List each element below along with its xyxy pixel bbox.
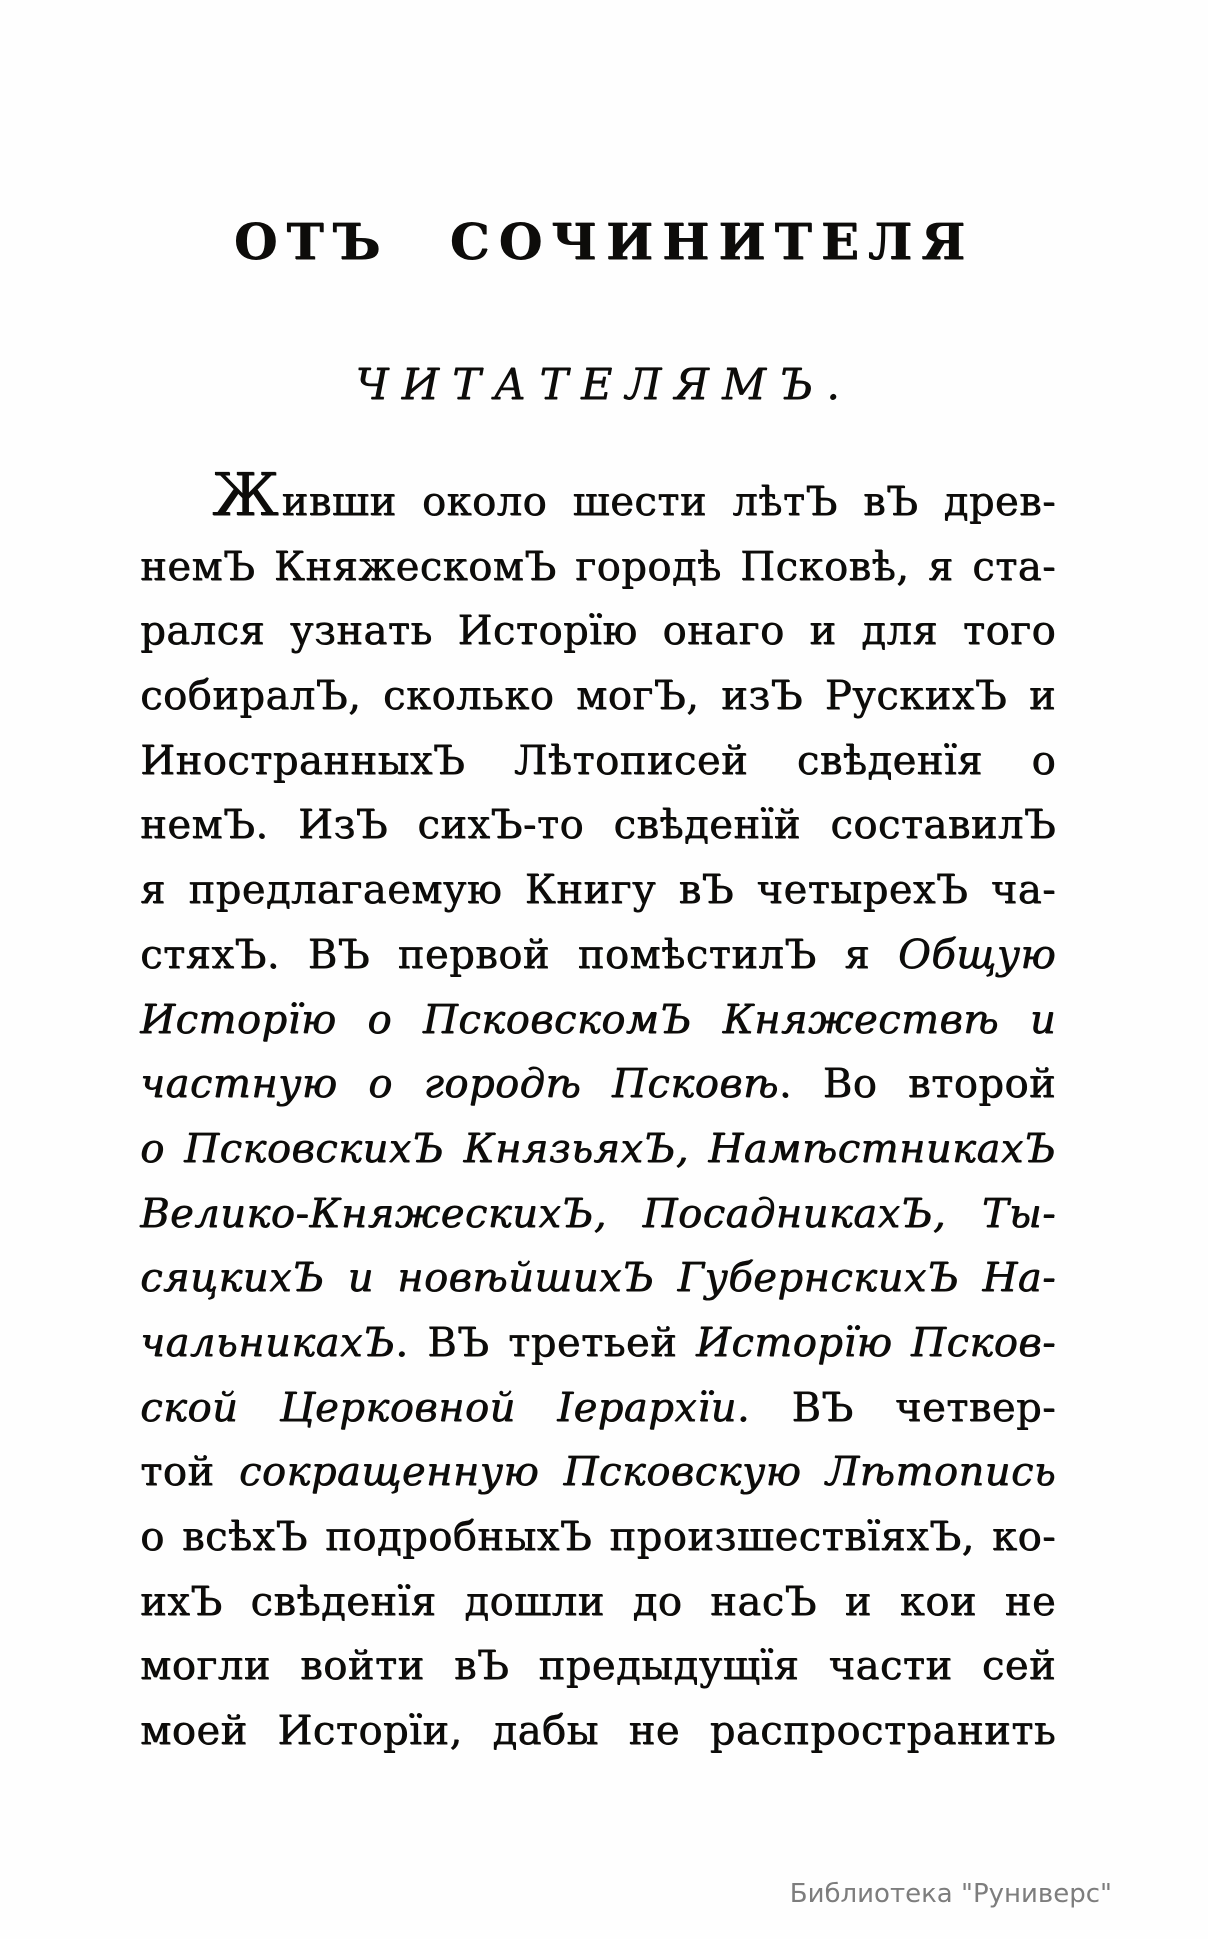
text-line <box>140 599 1056 664</box>
text-run: Живши около шести лѣтЪ вЪ древ- <box>212 460 1056 529</box>
italic-text-run: чальникахЪ. <box>140 1319 409 1366</box>
italic-text-run: Исторїю Псков- <box>695 1319 1056 1366</box>
text-line <box>140 923 1056 988</box>
text-line <box>140 858 1056 923</box>
italic-text-run: сокращенную Псковскую Лѣтопись <box>238 1449 1056 1496</box>
text-line <box>140 1311 1056 1376</box>
text-run: ихЪ свѣденїя дошли до насЪ и кои не <box>140 1578 1056 1625</box>
text-line <box>140 793 1056 858</box>
text-line <box>140 460 1056 535</box>
text-line <box>140 1182 1056 1247</box>
watermark: Библиотека "Руниверс" <box>789 1879 1112 1909</box>
text-run: той <box>140 1449 239 1496</box>
text-line <box>140 535 1056 600</box>
text-run: ВЪ четвер- <box>749 1384 1056 1431</box>
text-line <box>140 1505 1056 1570</box>
italic-text-run: ской Церковной Іерархїи. <box>140 1384 750 1431</box>
text-line <box>140 729 1056 794</box>
text-run: рался узнать Исторїю онаго и для того <box>140 608 1056 655</box>
text-run: собиралЪ, сколько могЪ, изЪ РускихЪ и <box>140 673 1056 720</box>
italic-text-run: о ПсковскихЪ КнязьяхЪ, НамѣстникахЪ <box>140 1125 1056 1172</box>
text-line <box>140 1570 1056 1635</box>
text-run: моей Исторїи, дабы не распространить <box>140 1708 1056 1755</box>
text-run: . Во второй <box>778 1061 1056 1108</box>
section-heading: ЧИТАТЕЛЯМЪ. <box>355 360 853 410</box>
text-run: ВЪ третьей <box>408 1319 696 1366</box>
italic-text-run: Исторїю о ПсковскомЪ Княжествѣ и <box>140 996 1056 1043</box>
page-title: ОТЪ СОЧИНИТЕЛЯ <box>233 212 975 271</box>
italic-text-run: сяцкихЪ и новѣйшихЪ ГубернскихЪ На- <box>140 1255 1056 1302</box>
text-line <box>140 988 1056 1053</box>
italic-text-run: Общую <box>897 931 1056 978</box>
text-line <box>140 1699 1056 1764</box>
text-line <box>140 1376 1056 1441</box>
italic-text-run: Велико-КняжескихЪ, ПосадникахЪ, Ты- <box>140 1190 1056 1237</box>
text-run: могли войти вЪ предыдущїя части сей <box>140 1643 1056 1690</box>
body-text <box>140 460 1056 1764</box>
text-run: я предлагаемую Книгу вЪ четырехЪ ча- <box>140 867 1056 914</box>
text-line <box>140 1052 1056 1117</box>
text-run: немЪ. ИзЪ сихЪ-то свѣденїй составилЪ <box>140 802 1056 849</box>
text-run: немЪ КняжескомЪ городѣ Псковѣ, я ста- <box>140 543 1056 590</box>
text-line <box>140 664 1056 729</box>
text-line <box>140 1117 1056 1182</box>
italic-text-run: частную о городѣ Псковѣ <box>140 1061 779 1108</box>
text-line <box>140 1634 1056 1699</box>
text-line <box>140 1440 1056 1505</box>
text-line <box>140 1246 1056 1311</box>
text-run: ИностранныхЪ Лѣтописей свѣденїя о <box>140 737 1056 784</box>
text-run: о всѣхЪ подробныхЪ произшествїяхЪ, ко- <box>140 1514 1056 1560</box>
text-run: стяхЪ. ВЪ первой помѣстилЪ я <box>140 931 898 978</box>
